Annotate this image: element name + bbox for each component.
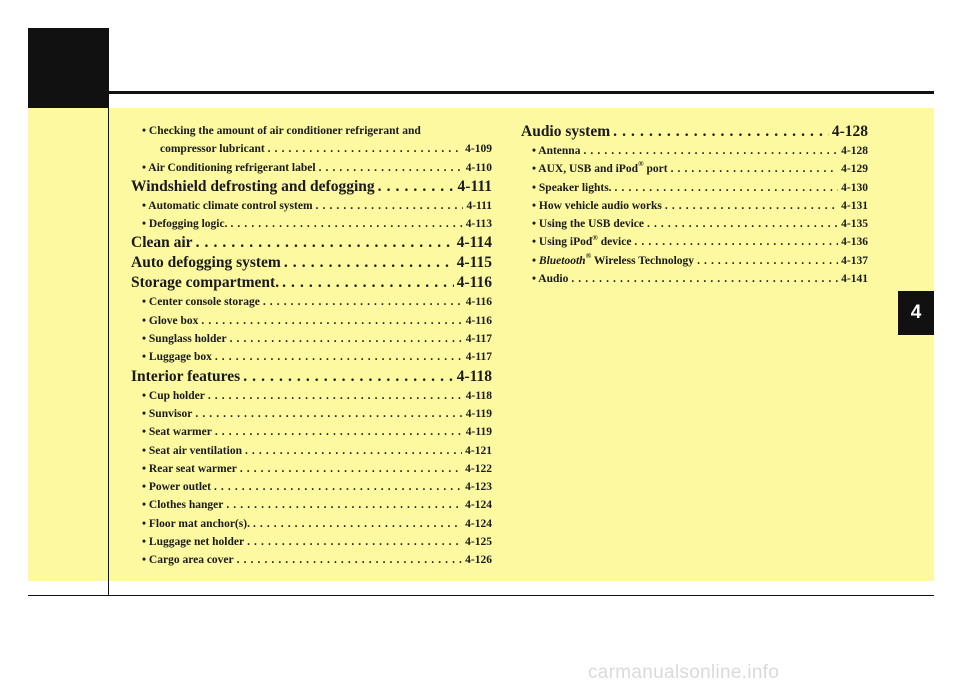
toc-leader-dots xyxy=(196,233,454,253)
toc-subentry[interactable] xyxy=(131,159,492,177)
toc-entry-title: • Sunglass holder xyxy=(142,330,227,348)
toc-subentry[interactable] xyxy=(131,197,492,215)
toc-subentry[interactable] xyxy=(131,442,492,460)
toc-entry-title: • Cup holder xyxy=(142,387,205,405)
toc-leader-dots xyxy=(378,177,455,197)
toc-page-number: 4-141 xyxy=(841,273,868,286)
header-rule xyxy=(109,91,934,94)
toc-page-number: 4-128 xyxy=(831,123,868,140)
toc-page-number: 4-116 xyxy=(465,296,492,309)
toc-leader-dots xyxy=(215,423,463,441)
toc-entry-title: Audio system xyxy=(521,123,611,140)
toc-leader-dots xyxy=(208,387,463,405)
toc-subentry[interactable] xyxy=(521,270,868,288)
toc-subentry[interactable] xyxy=(131,405,492,423)
toc-page-number: 4-109 xyxy=(465,143,492,156)
toc-section-entry[interactable] xyxy=(131,177,492,197)
toc-leader-dots xyxy=(268,140,462,158)
watermark: carmanualsonline.info xyxy=(588,662,780,683)
toc-section-entry[interactable] xyxy=(131,367,492,387)
toc-subentry[interactable] xyxy=(131,478,492,496)
toc-entry-title: • Luggage net holder xyxy=(142,533,244,551)
toc-subentry[interactable] xyxy=(131,533,492,551)
toc-entry-title: • Seat air ventilation xyxy=(142,442,242,460)
toc-page-number: 4-124 xyxy=(465,517,492,530)
toc-entry-title: • Sunvisor xyxy=(142,405,192,423)
toc-subentry[interactable] xyxy=(521,233,868,251)
toc-page-number: 4-113 xyxy=(465,218,492,231)
toc-page-number: 4-130 xyxy=(841,181,868,194)
toc-page-number: 4-119 xyxy=(465,407,492,420)
toc-leader-dots xyxy=(240,460,462,478)
toc-page-number: 4-121 xyxy=(465,444,492,457)
toc-entry-title: • Using iPod® device xyxy=(532,233,631,251)
toc-page-number: 4-135 xyxy=(841,218,868,231)
toc-leader-dots xyxy=(247,533,462,551)
toc-entry-title: • Clothes hanger xyxy=(142,496,223,514)
toc-leader-dots xyxy=(665,197,838,215)
toc-entry-title: compressor lubricant xyxy=(160,143,265,156)
toc-entry-title: • Using the USB device xyxy=(532,215,644,233)
toc-entry-title: Auto defogging system xyxy=(131,254,281,272)
toc-leader-dots xyxy=(243,367,453,387)
toc-leader-dots xyxy=(195,405,462,423)
toc-entry-title: • How vehicle audio works xyxy=(532,197,662,215)
toc-page-number: 4-118 xyxy=(465,389,492,402)
toc-leader-dots xyxy=(245,442,462,460)
toc-subentry[interactable] xyxy=(131,312,492,330)
toc-section-entry[interactable] xyxy=(131,253,492,273)
toc-page-number: 4-126 xyxy=(465,554,492,567)
toc-entry-title: • Speaker lights. xyxy=(532,179,612,197)
toc-entry-title: • Cargo area cover xyxy=(142,551,234,569)
toc-leader-dots xyxy=(237,551,463,569)
toc-page-number: 4-129 xyxy=(841,163,868,176)
toc-leader-dots xyxy=(647,215,838,233)
toc-leader-dots xyxy=(282,273,454,293)
toc-page-number: 4-116 xyxy=(465,314,492,327)
toc-page-number: 4-122 xyxy=(465,462,492,475)
toc-entry-title: • AUX, USB and iPod® port xyxy=(532,160,668,178)
toc-leader-dots xyxy=(319,159,463,177)
toc-page-number: 4-110 xyxy=(465,161,492,174)
toc-subentry[interactable] xyxy=(521,142,868,160)
toc-subentry[interactable] xyxy=(521,197,868,215)
toc-subentry[interactable] xyxy=(131,496,492,514)
toc-leader-dots xyxy=(583,142,838,160)
toc-subentry[interactable] xyxy=(131,515,492,533)
toc-entry-title: Windshield defrosting and defogging xyxy=(131,177,375,195)
toc-page-number: 4-116 xyxy=(456,274,492,292)
toc-page-number: 4-124 xyxy=(465,499,492,512)
chapter-header-block xyxy=(28,28,109,108)
toc-subentry[interactable] xyxy=(131,293,492,311)
toc-subentry[interactable] xyxy=(131,140,492,158)
toc-leader-dots xyxy=(671,160,839,178)
toc-leader-dots xyxy=(316,197,464,215)
toc-entry-title: • Seat warmer xyxy=(142,423,212,441)
toc-entry-title: • Glove box xyxy=(142,312,198,330)
toc-entry-title: Storage compartment. xyxy=(131,274,280,292)
toc-section-entry[interactable] xyxy=(131,233,492,253)
contents-left-column xyxy=(131,122,492,570)
toc-page-number: 4-118 xyxy=(456,367,492,385)
toc-leader-dots xyxy=(697,252,838,270)
toc-page-number: 4-111 xyxy=(457,177,492,195)
toc-page-number: 4-137 xyxy=(841,254,868,267)
toc-leader-dots xyxy=(230,215,462,233)
toc-entry-title: • Power outlet xyxy=(142,478,211,496)
toc-page-number: 4-115 xyxy=(456,254,492,272)
toc-section-entry[interactable] xyxy=(131,273,492,293)
toc-section-entry[interactable] xyxy=(521,122,868,142)
toc-leader-dots xyxy=(215,348,463,366)
toc-page-number: 4-117 xyxy=(465,351,492,364)
footer-rule xyxy=(28,595,934,596)
toc-entry-title: • Antenna xyxy=(532,142,580,160)
toc-subentry[interactable] xyxy=(521,179,868,197)
toc-subentry[interactable] xyxy=(131,387,492,405)
toc-entry-title: • Bluetooth® Wireless Technology xyxy=(532,252,694,270)
toc-entry-title: • Defogging logic. xyxy=(142,215,227,233)
toc-leader-dots xyxy=(634,233,838,251)
toc-leader-dots xyxy=(201,312,462,330)
toc-leader-dots xyxy=(230,330,463,348)
toc-leader-dots xyxy=(613,122,829,142)
contents-right-column xyxy=(521,122,868,288)
toc-page-number: 4-114 xyxy=(456,234,492,252)
toc-leader-dots xyxy=(615,179,839,197)
toc-leader-dots xyxy=(263,293,463,311)
toc-entry-title: • Rear seat warmer xyxy=(142,460,237,478)
toc-page-number: 4-123 xyxy=(465,481,492,494)
toc-subentry[interactable] xyxy=(521,252,868,270)
toc-page-number: 4-125 xyxy=(465,536,492,549)
toc-leader-dots xyxy=(226,496,462,514)
toc-entry-title: Interior features xyxy=(131,367,241,385)
toc-subentry[interactable] xyxy=(131,460,492,478)
chapter-tab[interactable]: 4 xyxy=(898,291,934,335)
toc-subentry[interactable] xyxy=(131,215,492,233)
toc-entry-title: • Audio xyxy=(532,270,568,288)
toc-page-number: 4-117 xyxy=(465,333,492,346)
toc-subentry[interactable] xyxy=(131,551,492,569)
toc-entry-title: • Center console storage xyxy=(142,293,260,311)
toc-page-number: 4-131 xyxy=(841,199,868,212)
toc-leader-dots xyxy=(253,515,462,533)
toc-entry-title: Clean air xyxy=(131,234,193,252)
toc-subentry[interactable] xyxy=(131,423,492,441)
toc-subentry[interactable] xyxy=(521,215,868,233)
left-margin-divider xyxy=(108,108,109,596)
toc-page-number: 4-119 xyxy=(465,426,492,439)
toc-page-number: 4-136 xyxy=(841,236,868,249)
toc-page-number: 4-111 xyxy=(466,199,492,212)
toc-subentry[interactable] xyxy=(131,348,492,366)
toc-entry-title: • Floor mat anchor(s). xyxy=(142,515,250,533)
toc-subentry-line: • Checking the amount of air conditioner refrigerant and xyxy=(131,122,492,140)
toc-page-number: 4-128 xyxy=(841,145,868,157)
toc-leader-dots xyxy=(284,253,454,273)
toc-entry-title: • Automatic climate control system xyxy=(142,197,313,215)
toc-subentry[interactable] xyxy=(131,330,492,348)
toc-entry-title: • Luggage box xyxy=(142,348,212,366)
toc-entry-title: • Air Conditioning refrigerant label xyxy=(142,159,316,177)
toc-leader-dots xyxy=(214,478,462,496)
toc-leader-dots xyxy=(571,270,838,288)
toc-subentry[interactable] xyxy=(521,160,868,178)
